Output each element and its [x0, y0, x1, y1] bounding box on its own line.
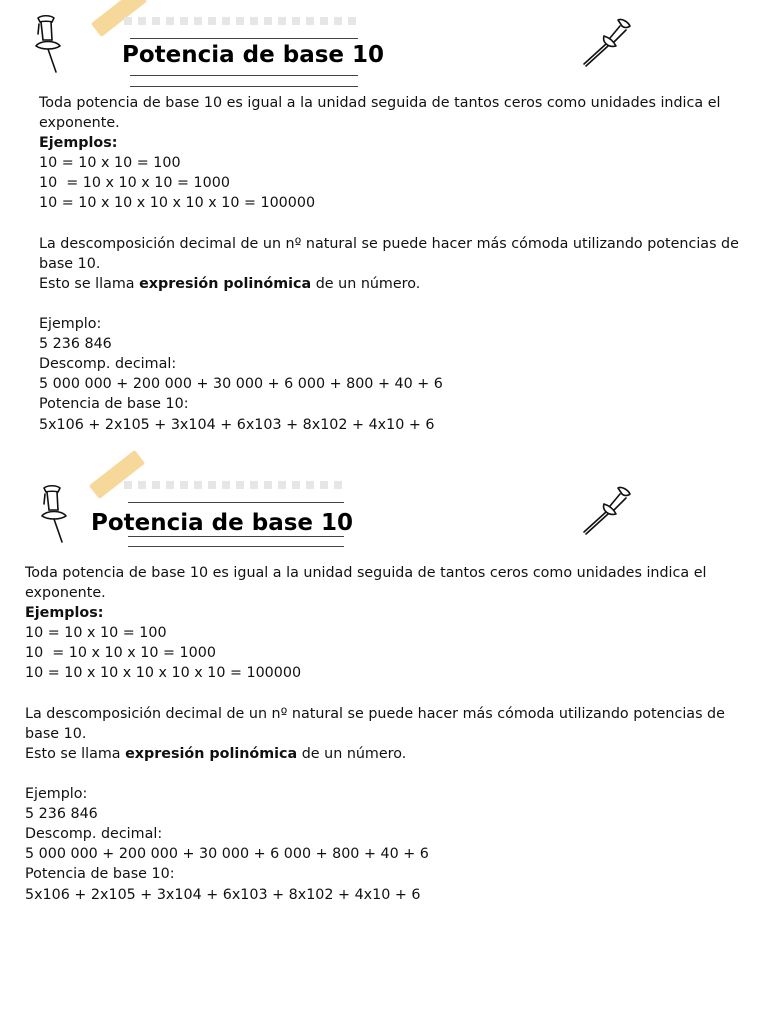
page-title: Potencia de base 10 — [122, 42, 385, 68]
pushpin-icon — [36, 482, 86, 548]
intro-paragraph: Toda potencia de base 10 es igual a la unidad seguida de tantos ceros como unidades indica el exponente. — [25, 565, 707, 602]
dotted-line — [124, 10, 362, 18]
decimal-value: 5 000 000 + 200 000 + 30 000 + 6 000 + 800 + 40 + 6 — [25, 846, 429, 863]
example-label: Ejemplo: — [39, 316, 102, 333]
title-rule-bottom — [130, 75, 358, 76]
title-rule-bottom-2 — [130, 86, 358, 87]
title-rule-bottom-2 — [128, 546, 344, 547]
page-title: Potencia de base 10 — [91, 510, 354, 536]
example-line: 10 = 10 x 10 = 100 — [25, 625, 167, 642]
section-1 — [0, 0, 768, 470]
example-line: 10 = 10 x 10 = 100 — [39, 155, 181, 172]
called-sentence: Esto se llama expresión polinómica de un número. — [39, 275, 421, 292]
called-sentence: Esto se llama expresión polinómica de un número. — [25, 745, 407, 762]
content-body — [39, 93, 739, 435]
example-number: 5 236 846 — [25, 806, 98, 823]
intro-paragraph: Toda potencia de base 10 es igual a la unidad seguida de tantos ceros como unidades indica el exponente. — [39, 95, 721, 132]
decimal-value: 5 000 000 + 200 000 + 30 000 + 6 000 + 800 + 40 + 6 — [39, 376, 443, 393]
example-line: 10 = 10 x 10 x 10 x 10 x 10 = 100000 — [25, 665, 302, 682]
power-value: 5x106 + 2x105 + 3x104 + 6x103 + 8x102 + 4x10 + 6 — [39, 416, 435, 433]
power-label: Potencia de base 10: — [39, 396, 189, 413]
example-line: 10 = 10 x 10 x 10 = 1000 — [25, 645, 216, 662]
title-rule-top — [128, 502, 344, 503]
title-rule-top — [130, 38, 358, 39]
dotted-line — [124, 474, 348, 482]
decimal-label: Descomp. decimal: — [25, 826, 163, 843]
section-2 — [0, 448, 768, 918]
content-body — [25, 563, 735, 905]
decimal-label: Descomp. decimal: — [39, 356, 177, 373]
pushpin-icon — [578, 482, 638, 538]
pushpin-icon — [30, 12, 80, 78]
pushpin-icon — [578, 14, 638, 70]
decomp-paragraph: La descomposición decimal de un nº natural se puede hacer más cómoda utilizando potencias de base 10. — [39, 235, 739, 272]
example-number: 5 236 846 — [39, 336, 112, 353]
examples-label: Ejemplos: — [25, 605, 104, 622]
example-label: Ejemplo: — [25, 786, 88, 803]
power-label: Potencia de base 10: — [25, 866, 175, 883]
decomp-paragraph: La descomposición decimal de un nº natural se puede hacer más cómoda utilizando potencias de base 10. — [25, 705, 725, 742]
examples-label: Ejemplos: — [39, 135, 118, 152]
title-rule-bottom — [128, 536, 344, 537]
example-line: 10 = 10 x 10 x 10 = 1000 — [39, 175, 230, 192]
power-value: 5x106 + 2x105 + 3x104 + 6x103 + 8x102 + 4x10 + 6 — [25, 886, 421, 903]
example-line: 10 = 10 x 10 x 10 x 10 x 10 = 100000 — [39, 195, 316, 212]
